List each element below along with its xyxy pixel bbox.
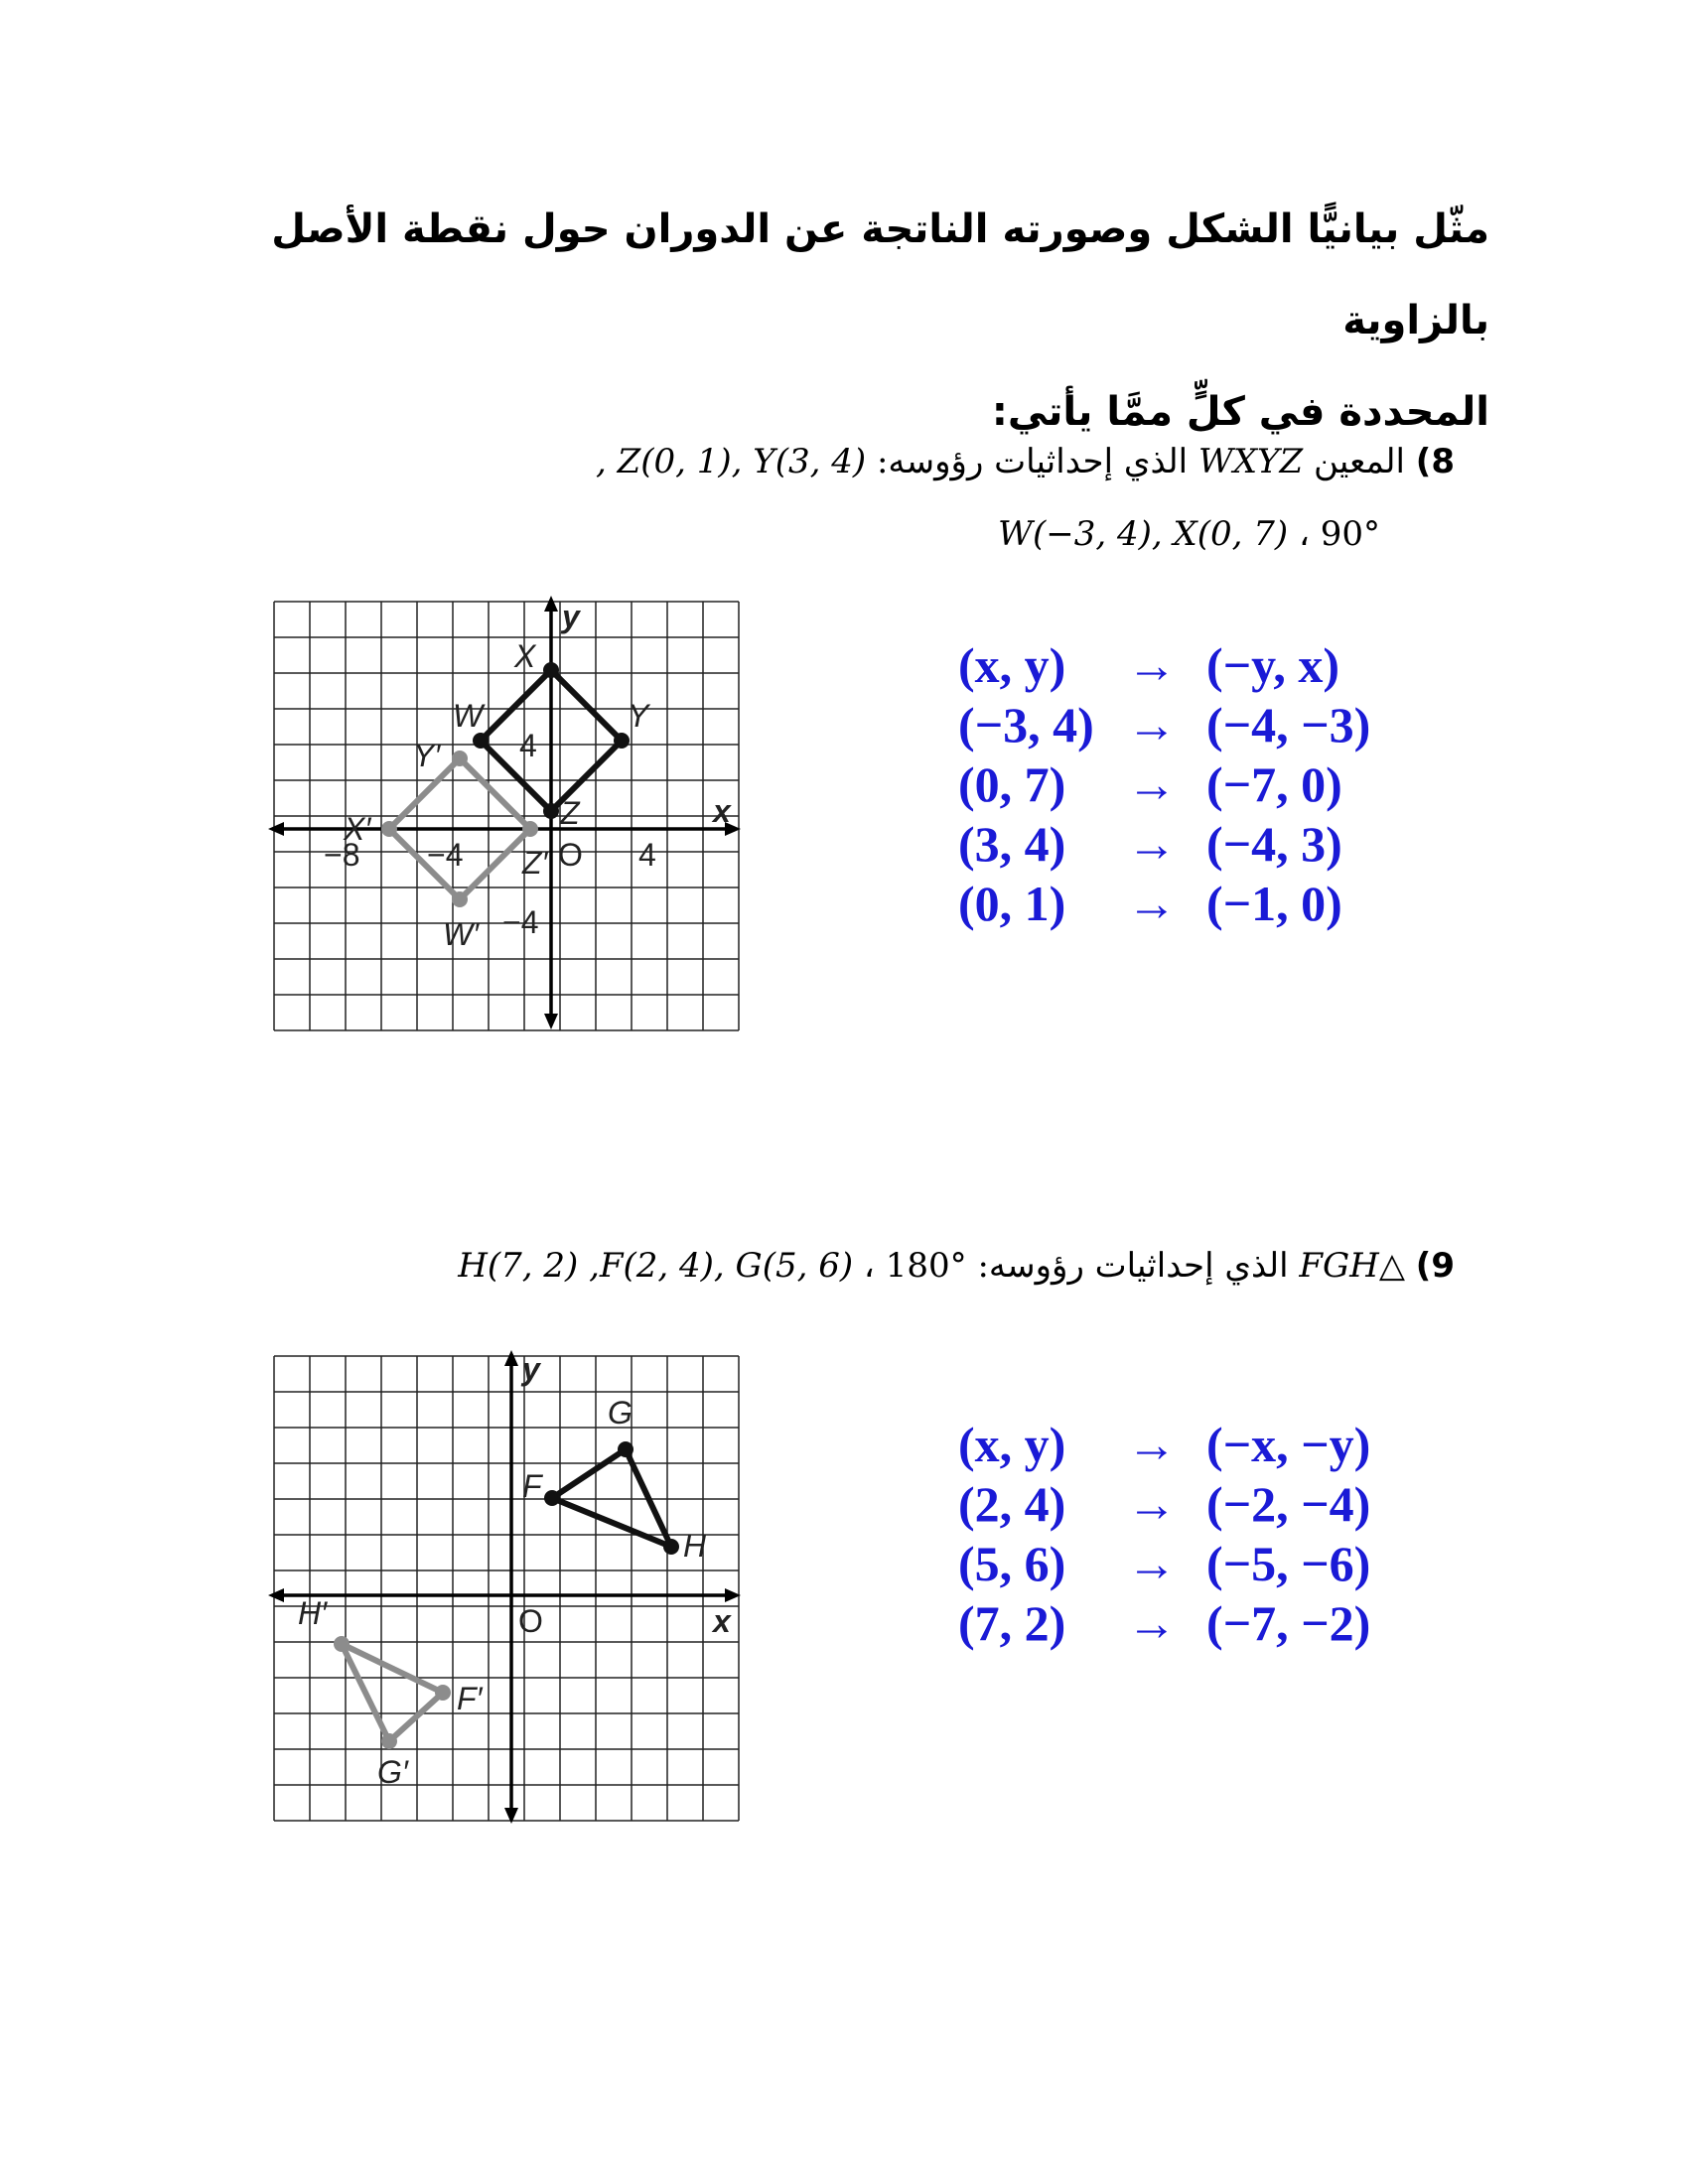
mapping-output: (−7, −2) [1206,1595,1371,1651]
vertex-x [543,662,559,678]
mapping-output: (−x, −y) [1206,1417,1371,1472]
label-x-prime: X′ [344,811,371,847]
rotated-triangle [342,1644,443,1741]
label-f-prime: F′ [457,1681,483,1716]
y-axis-label: y [562,599,580,634]
y-tick-4: 4 [519,728,537,763]
label-g-prime: G′ [377,1754,408,1790]
mapping-output: (−5, −6) [1206,1536,1371,1591]
origin-label: O [558,837,583,873]
problem-8-text: المعين [1313,442,1405,481]
label-z-prime: Z′ [522,845,548,881]
problem-8-text-2: الذي إحداثيات رؤوسه: [876,442,1189,481]
vertex-z [543,803,559,819]
problem-9-coords: H(7, 2) ,F(2, 4), G(5, 6) [458,1246,854,1286]
problem-8-coords-2: W(−3, 4), X(0, 7) [998,514,1289,554]
problem-8-graph [268,596,745,1032]
mapping-input: (7, 2) [958,1595,1066,1651]
mapping-input: (−3, 4) [958,697,1094,752]
vertex-x-prime [381,821,397,837]
y-axis-label: y [522,1351,540,1387]
vertex-w-prime [452,891,468,907]
label-w: W [453,698,484,734]
x-axis-arrow-left [268,1588,284,1602]
mapping-arrow: → [1127,816,1177,872]
problem-9-angle: 180° [885,1246,967,1286]
mapping-input: (x, y) [958,1417,1066,1472]
mapping-row [958,814,1425,874]
label-f: F [522,1468,542,1504]
y-axis-arrow-down [544,1014,558,1029]
label-h-prime: H′ [298,1595,328,1631]
vertex-y [614,733,630,749]
mapping-output: (−2, −4) [1206,1476,1371,1532]
mapping-row [958,1474,1425,1534]
rotated-vertices [334,1636,451,1749]
vertex-f [544,1490,560,1506]
mapping-input: (5, 6) [958,1536,1066,1591]
label-x: X [514,638,536,674]
problem-9-number: 9) [1415,1246,1455,1286]
vertex-h [663,1539,679,1555]
mapping-row [958,874,1425,933]
problem-8-coords-1: Z(0, 1), Y(3, 4) , [595,442,867,481]
vertex-z-prime [522,821,538,837]
instruction-line-2: المحددة في كلٍّ ممَّا يأتي: [991,389,1489,435]
problem-8-mapping [958,635,1425,933]
mapping-input: (2, 4) [958,1476,1066,1532]
mapping-arrow: → [1127,756,1177,812]
x-tick-4: 4 [638,837,656,873]
instruction-line-1: مثّل بيانيًّا الشكل وصورته الناتجة عن الدوران حول نقطة الأصل بالزاوية [271,206,1489,343]
x-tick-neg4: −4 [427,837,464,873]
problem-9-line [458,1231,1455,1300]
mapping-input: (0, 1) [958,876,1066,931]
problem-8-line-1 [596,427,1455,496]
problem-8-sep: ، [1298,514,1310,554]
problem-9-sep: ، [863,1246,875,1286]
origin-label: O [518,1603,543,1639]
mapping-output: (−7, 0) [1206,756,1342,812]
problem-9-mapping [958,1415,1425,1653]
mapping-input: (3, 4) [958,816,1066,872]
y-axis-arrow-up [504,1350,518,1366]
mapping-arrow: → [1127,1536,1177,1591]
problem-9-text: الذي إحداثيات رؤوسه: [977,1246,1289,1286]
x-axis-arrow-left [268,822,284,836]
y-tick-neg4: −4 [502,904,539,940]
problem-9-graph [268,1350,745,1827]
mapping-row [958,1415,1425,1474]
mapping-arrow: → [1127,697,1177,752]
vertex-g [618,1441,633,1457]
mapping-arrow: → [1127,1595,1177,1651]
label-h: H [683,1528,707,1564]
problem-8-number: 8) [1415,442,1455,481]
label-g: G [608,1395,633,1431]
vertex-g-prime [381,1733,397,1749]
vertex-w [473,733,489,749]
mapping-arrow: → [1127,1476,1177,1532]
x-axis-label: x [713,793,731,829]
label-y: Y [628,698,649,734]
mapping-row [958,754,1425,814]
mapping-output: (−4, 3) [1206,816,1342,872]
axis-arrows [268,1350,741,1824]
grid-lines [274,1356,739,1821]
problem-8-line-2 [998,499,1380,569]
mapping-output: (−y, x) [1206,637,1340,693]
mapping-output: (−4, −3) [1206,697,1371,752]
y-axis-arrow-up [544,596,558,612]
mapping-output: (−1, 0) [1206,876,1342,931]
label-y-prime: Y′ [413,738,441,773]
mapping-input: (0, 7) [958,756,1066,812]
mapping-arrow: → [1127,637,1177,693]
vertex-h-prime [334,1636,350,1652]
mapping-input: (x, y) [958,637,1066,693]
problem-8-angle: 90° [1320,514,1380,554]
label-w-prime: W′ [443,916,480,952]
problem-9-shape: △FGH [1299,1246,1405,1286]
x-axis-label: x [713,1603,731,1639]
mapping-row [958,635,1425,695]
x-tick-neg8: −8 [324,837,360,873]
mapping-arrow: → [1127,1417,1177,1472]
problem-8-shape: WXYZ [1197,442,1304,481]
axis-arrows [268,596,741,1029]
vertex-y-prime [452,751,468,766]
mapping-row [958,1534,1425,1593]
label-z: Z [560,795,580,831]
instruction-text [199,184,1489,458]
mapping-arrow: → [1127,876,1177,931]
mapping-row [958,695,1425,754]
mapping-row [958,1593,1425,1653]
vertex-f-prime [435,1685,451,1701]
